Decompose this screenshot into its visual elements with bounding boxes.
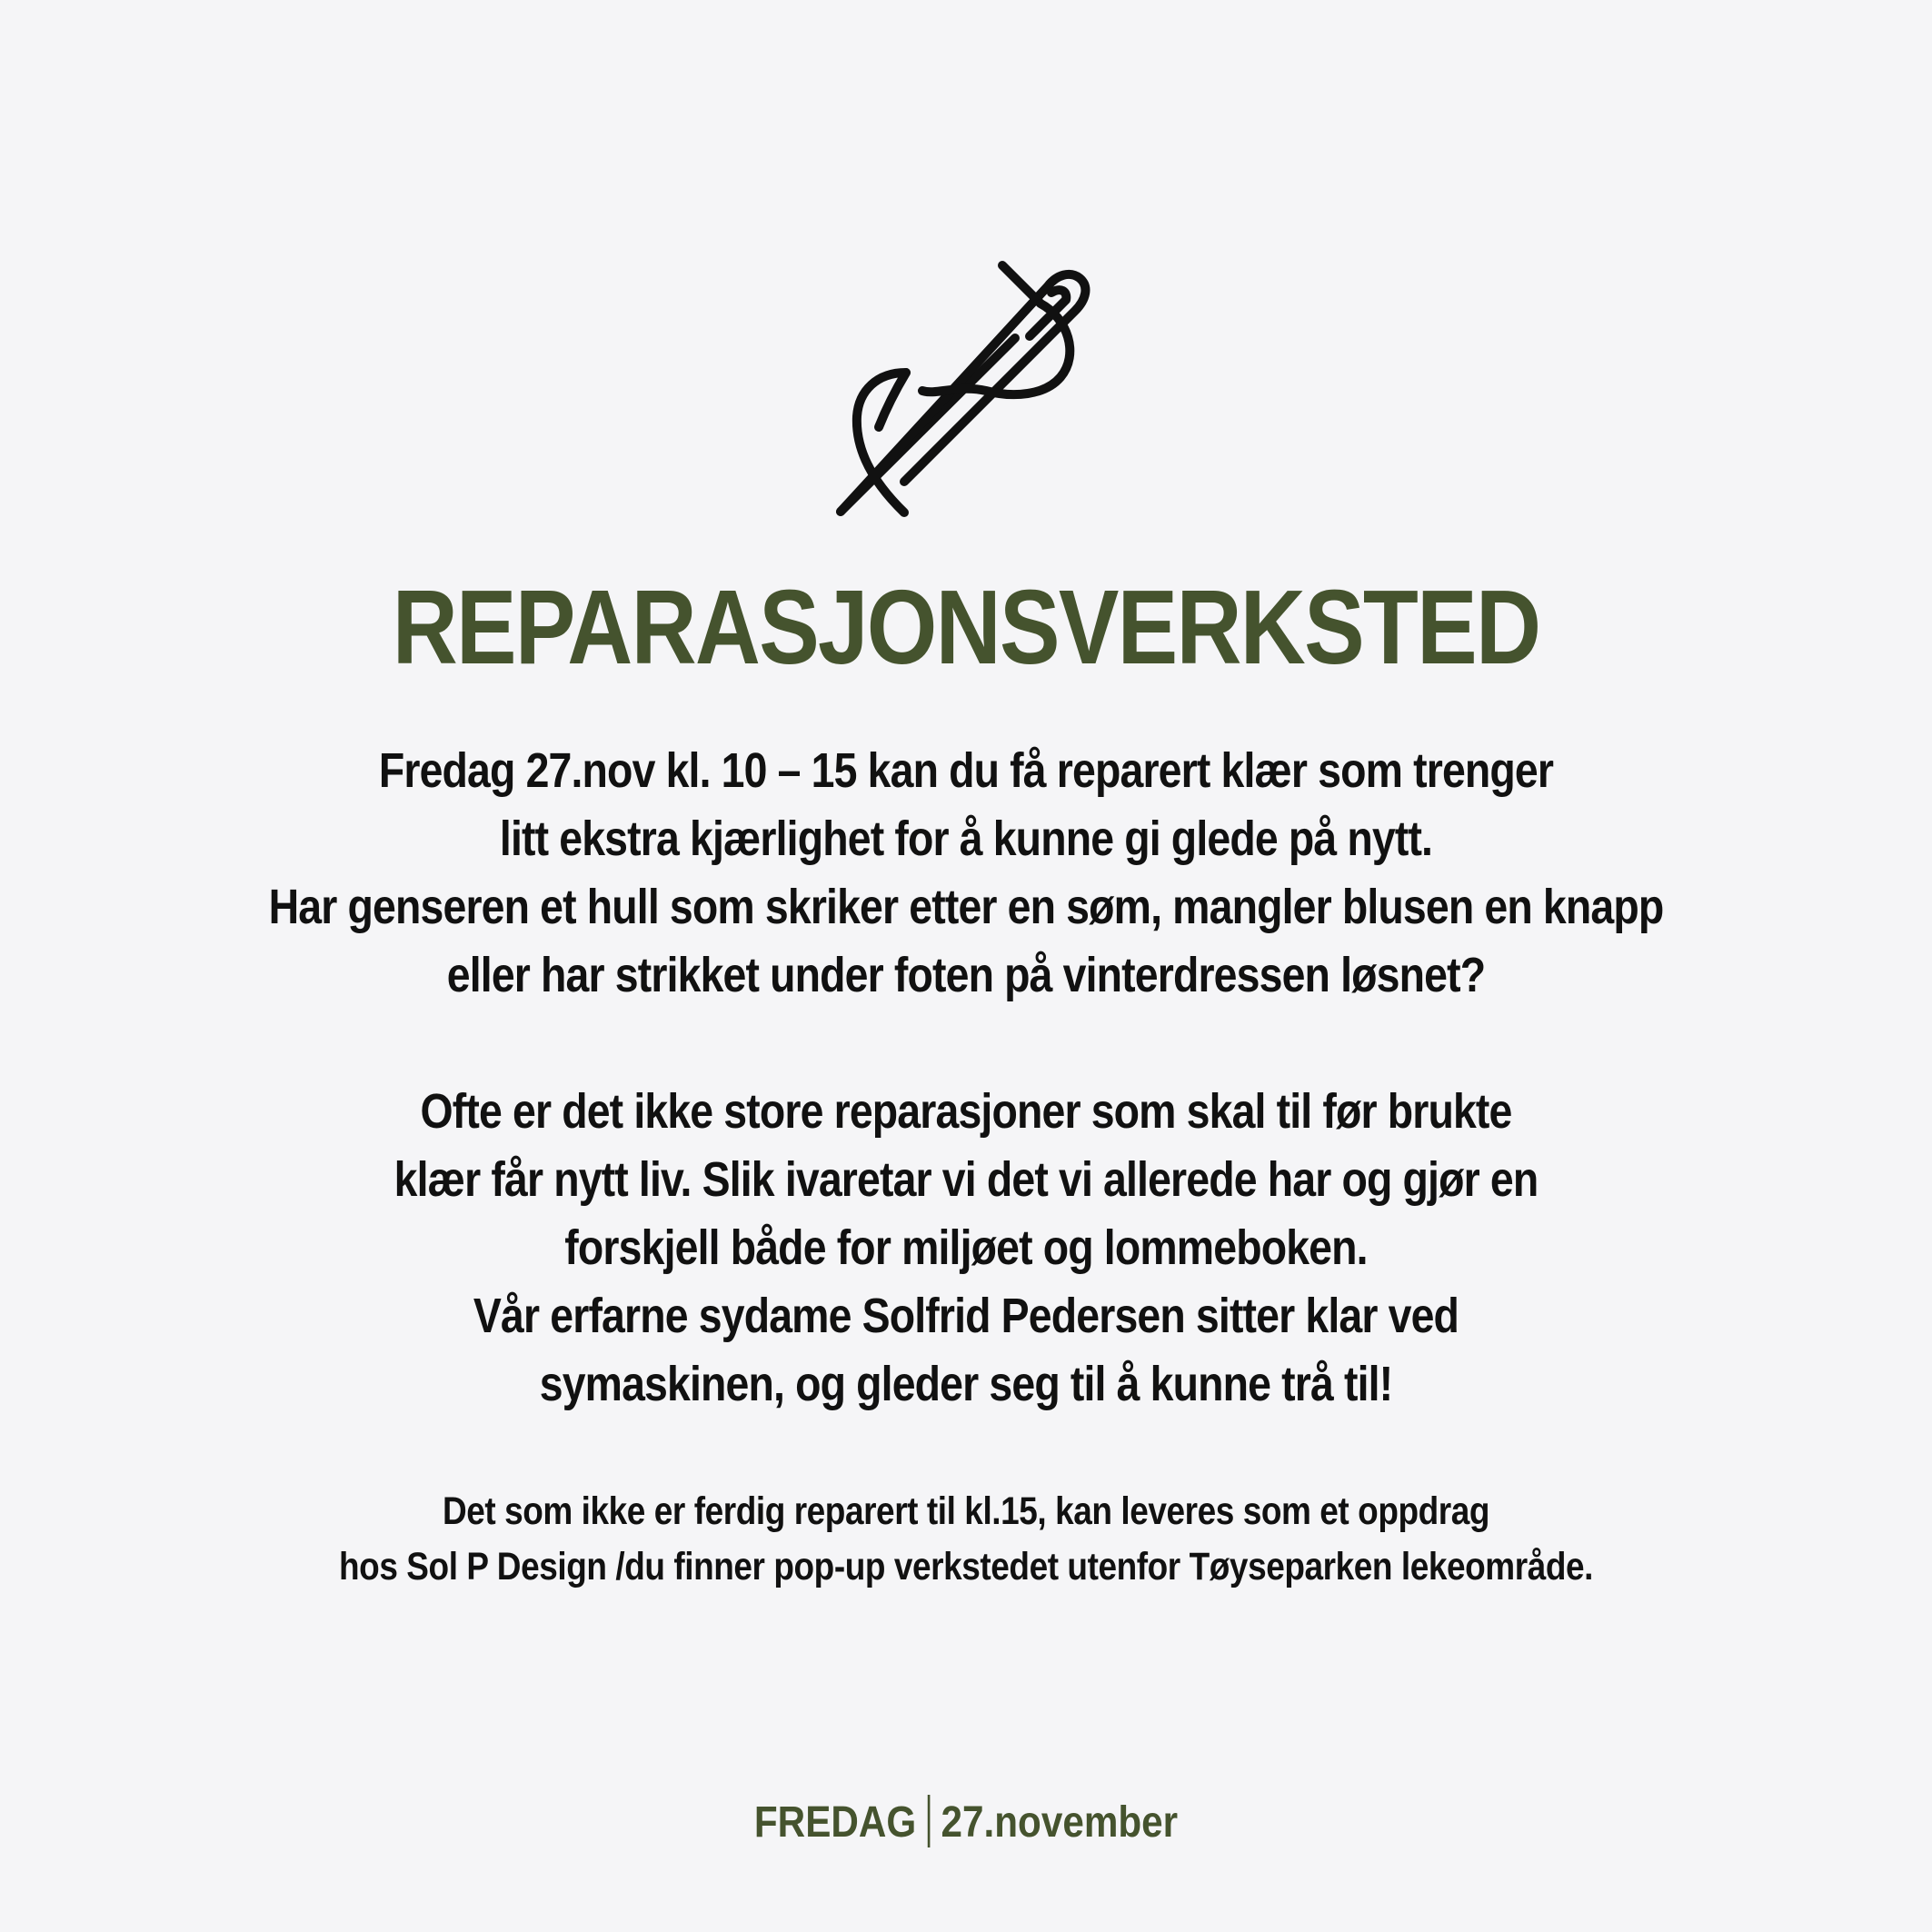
footer-date-text: 27.november bbox=[941, 1798, 1179, 1847]
needle-and-thread-icon bbox=[822, 254, 1095, 527]
note-line: Det som ikke er ferdig reparert til kl.15, kan leveres som et oppdrag bbox=[442, 1489, 1490, 1533]
body-line: forskjell både for miljøet og lommeboken. bbox=[564, 1220, 1368, 1275]
body-line: symaskinen, og gleder seg til å kunne trå til! bbox=[539, 1357, 1393, 1411]
body-line: klær får nytt liv. Slik ivaretar vi det vi allerede har og gjør en bbox=[393, 1152, 1539, 1207]
body-paragraph bbox=[135, 1078, 1797, 1419]
footer-divider bbox=[928, 1795, 931, 1847]
footer-date bbox=[116, 1796, 1817, 1851]
intro-line: litt ekstra kjærlighet for å kunne gi glede på nytt. bbox=[499, 812, 1433, 866]
intro-line: eller har strikket under foten på vinterdressen løsnet? bbox=[446, 948, 1486, 1002]
page-title: REPARASJONSVERKSTED bbox=[392, 568, 1540, 686]
note-paragraph bbox=[135, 1484, 1797, 1595]
body-line: Ofte er det ikke store reparasjoner som skal til før brukte bbox=[420, 1084, 1512, 1139]
intro-line: Har genseren et hull som skriker etter en søm, mangler blusen en knapp bbox=[268, 880, 1664, 934]
body-line: Vår erfarne sydame Solfrid Pedersen sitter klar ved bbox=[473, 1289, 1459, 1343]
note-line: hos Sol P Design /du finner pop-up verkstedet utenfor Tøyseparken lekeområde. bbox=[339, 1545, 1593, 1588]
intro-line: Fredag 27.nov kl. 10 – 15 kan du få reparert klær som trenger bbox=[378, 743, 1554, 798]
footer-day: FREDAG bbox=[753, 1798, 917, 1847]
intro-paragraph bbox=[135, 737, 1797, 1010]
